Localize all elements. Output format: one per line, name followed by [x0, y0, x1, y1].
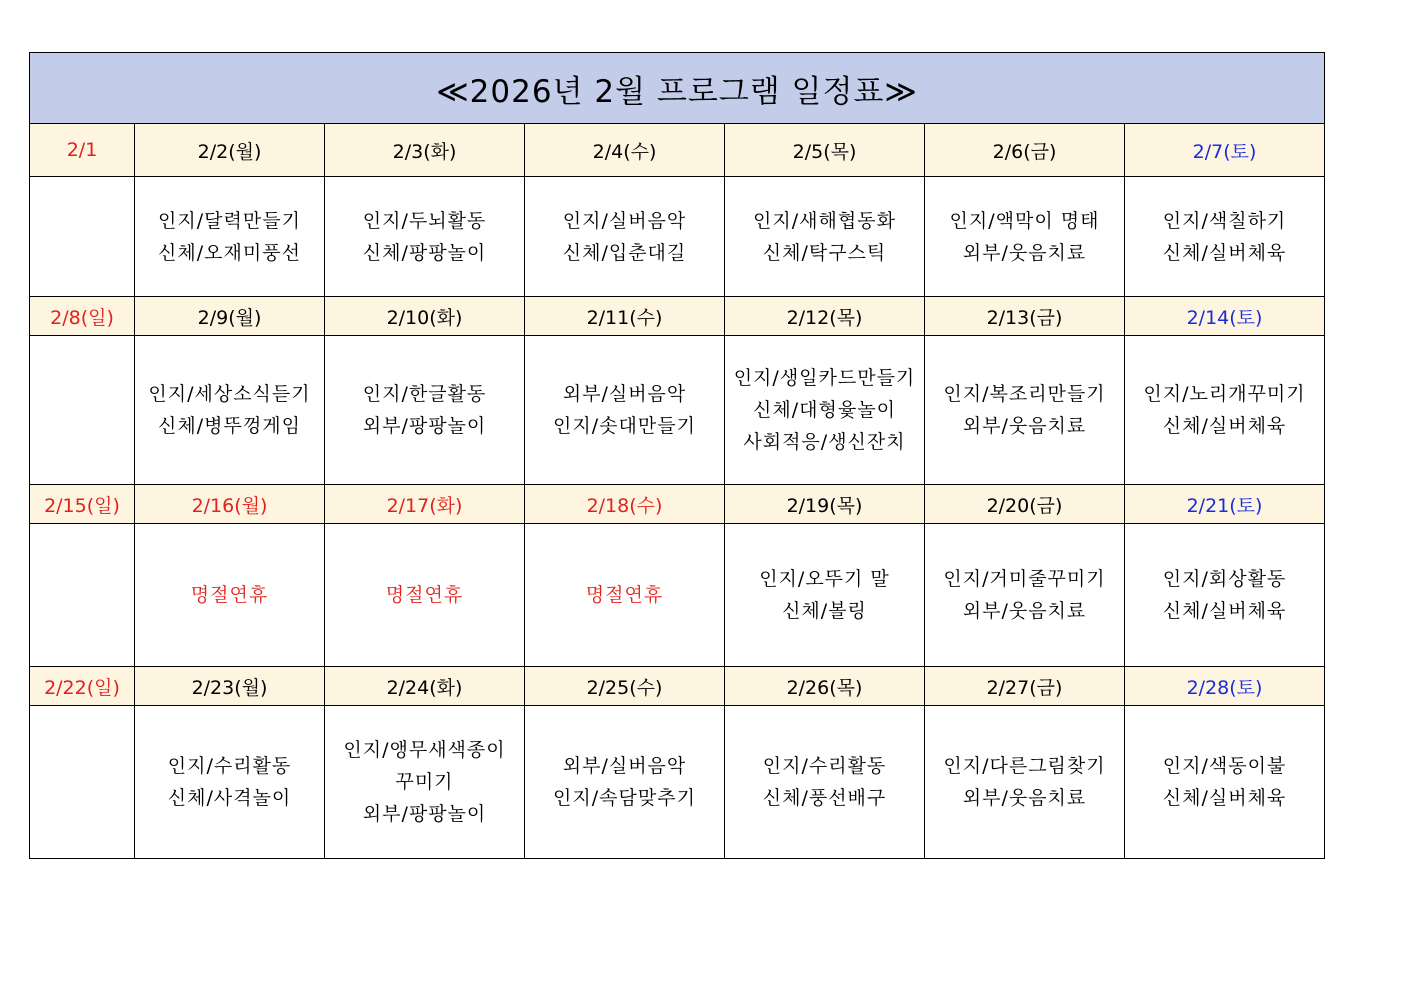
program-cell — [325, 336, 525, 485]
program-line: 인지/한글활동 — [362, 383, 487, 405]
program-cell — [1125, 524, 1325, 667]
holiday-label: 명절연휴 — [585, 584, 664, 606]
date-row — [30, 297, 1325, 336]
program-cell — [725, 177, 925, 297]
program-line: 외부/실버음악 — [562, 383, 687, 405]
program-cell — [525, 177, 725, 297]
program-line: 신체/볼링 — [782, 600, 867, 622]
date-cell-sunday: 2/22(일) — [30, 667, 135, 706]
date-cell-holiday: 2/18(수) — [525, 485, 725, 524]
date-cell: 2/19(목) — [725, 485, 925, 524]
program-line: 인지/노리개꾸미기 — [1143, 383, 1306, 405]
program-cell — [925, 177, 1125, 297]
date-cell-holiday: 2/17(화) — [325, 485, 525, 524]
date-cell: 2/2(월) — [135, 124, 325, 177]
program-line: 외부/웃음치료 — [962, 241, 1087, 264]
program-line: 외부/웃음치료 — [962, 787, 1087, 809]
date-cell: 2/23(월) — [135, 667, 325, 706]
date-cell: 2/3(화) — [325, 124, 525, 177]
date-cell: 2/13(금) — [925, 297, 1125, 336]
program-cell — [525, 336, 725, 485]
schedule-table — [29, 52, 1325, 859]
program-line: 사회적응/생신잔치 — [743, 431, 906, 453]
program-row — [30, 524, 1325, 667]
program-cell — [1125, 177, 1325, 297]
program-line: 신체/팡팡놀이 — [362, 241, 487, 264]
program-line: 외부/웃음치료 — [962, 600, 1087, 622]
program-line: 인지/수리활동 — [762, 755, 887, 777]
program-line: 인지/앵무새색종이 — [343, 739, 506, 761]
program-line: 인지/회상활동 — [1162, 568, 1287, 590]
title-row — [30, 53, 1325, 124]
program-line: 인지/솟대만들기 — [553, 415, 696, 437]
date-cell: 2/12(목) — [725, 297, 925, 336]
date-cell-saturday: 2/28(토) — [1125, 667, 1325, 706]
date-cell: 2/9(월) — [135, 297, 325, 336]
date-cell: 2/4(수) — [525, 124, 725, 177]
date-cell-sunday: 2/15(일) — [30, 485, 135, 524]
program-cell — [135, 177, 325, 297]
program-line: 인지/속담맞추기 — [553, 787, 696, 809]
program-cell — [925, 336, 1125, 485]
schedule-title: ≪2026년 2월 프로그램 일정표≫ — [30, 53, 1325, 124]
date-cell-saturday: 2/7(토) — [1125, 124, 1325, 177]
program-row — [30, 177, 1325, 297]
program-cell-empty — [30, 177, 135, 297]
program-line: 인지/오뚜기 말 — [759, 568, 890, 590]
program-line: 인지/생일카드만들기 — [733, 367, 916, 389]
program-line: 신체/병뚜껑게임 — [158, 415, 301, 437]
program-cell — [925, 706, 1125, 859]
program-line: 신체/탁구스틱 — [762, 241, 887, 264]
program-cell — [725, 524, 925, 667]
program-line: 인지/복조리만들기 — [943, 383, 1106, 405]
program-cell-empty — [30, 524, 135, 667]
program-line: 신체/실버체육 — [1162, 600, 1287, 622]
program-line: 신체/실버체육 — [1162, 241, 1287, 264]
program-line: 인지/두뇌활동 — [362, 209, 487, 232]
program-line: 인지/실버음악 — [562, 209, 687, 232]
date-cell: 2/20(금) — [925, 485, 1125, 524]
holiday-label: 명절연휴 — [385, 584, 464, 606]
program-line: 외부/웃음치료 — [962, 415, 1087, 437]
holiday-cell — [135, 524, 325, 667]
program-cell — [725, 706, 925, 859]
program-line: 꾸미기 — [395, 771, 454, 793]
program-line: 신체/실버체육 — [1162, 787, 1287, 809]
program-line: 신체/풍선배구 — [762, 787, 887, 809]
program-cell — [1125, 336, 1325, 485]
date-cell-saturday: 2/21(토) — [1125, 485, 1325, 524]
program-line: 외부/실버음악 — [562, 755, 687, 777]
date-cell: 2/24(화) — [325, 667, 525, 706]
date-cell: 2/27(금) — [925, 667, 1125, 706]
program-line: 인지/새해협동화 — [753, 209, 896, 232]
program-cell — [325, 706, 525, 859]
program-line: 신체/대형윷놀이 — [753, 399, 896, 421]
date-cell: 2/26(목) — [725, 667, 925, 706]
program-line: 신체/오재미풍선 — [158, 241, 301, 264]
program-line: 인지/수리활동 — [167, 755, 292, 777]
date-cell-sunday: 2/1 — [30, 124, 135, 177]
date-row — [30, 124, 1325, 177]
date-row — [30, 485, 1325, 524]
program-row — [30, 706, 1325, 859]
program-line: 인지/색동이불 — [1162, 755, 1287, 777]
program-line: 신체/사격놀이 — [167, 787, 292, 809]
program-line: 신체/입춘대길 — [562, 241, 687, 264]
program-line: 인지/거미줄꾸미기 — [943, 568, 1106, 590]
program-line: 외부/팡팡놀이 — [362, 415, 487, 437]
date-cell: 2/10(화) — [325, 297, 525, 336]
program-line: 인지/세상소식듣기 — [148, 383, 311, 405]
program-line: 외부/팡팡놀이 — [362, 803, 487, 825]
date-row — [30, 667, 1325, 706]
program-row — [30, 336, 1325, 485]
program-cell — [525, 706, 725, 859]
date-cell-sunday: 2/8(일) — [30, 297, 135, 336]
date-cell: 2/25(수) — [525, 667, 725, 706]
date-cell-saturday: 2/14(토) — [1125, 297, 1325, 336]
program-line: 신체/실버체육 — [1162, 415, 1287, 437]
program-line: 인지/액막이 명태 — [949, 209, 1100, 232]
program-cell-empty — [30, 706, 135, 859]
date-cell: 2/5(목) — [725, 124, 925, 177]
program-line: 인지/다른그림찾기 — [943, 755, 1106, 777]
holiday-cell — [325, 524, 525, 667]
program-cell — [1125, 706, 1325, 859]
program-cell — [135, 336, 325, 485]
program-cell-empty — [30, 336, 135, 485]
date-cell-holiday: 2/16(월) — [135, 485, 325, 524]
date-cell: 2/11(수) — [525, 297, 725, 336]
program-line: 인지/색칠하기 — [1162, 209, 1287, 232]
program-cell — [325, 177, 525, 297]
program-cell — [725, 336, 925, 485]
program-cell — [135, 706, 325, 859]
program-cell — [925, 524, 1125, 667]
program-line: 인지/달력만들기 — [158, 209, 301, 232]
holiday-cell — [525, 524, 725, 667]
date-cell: 2/6(금) — [925, 124, 1125, 177]
holiday-label: 명절연휴 — [190, 584, 269, 606]
